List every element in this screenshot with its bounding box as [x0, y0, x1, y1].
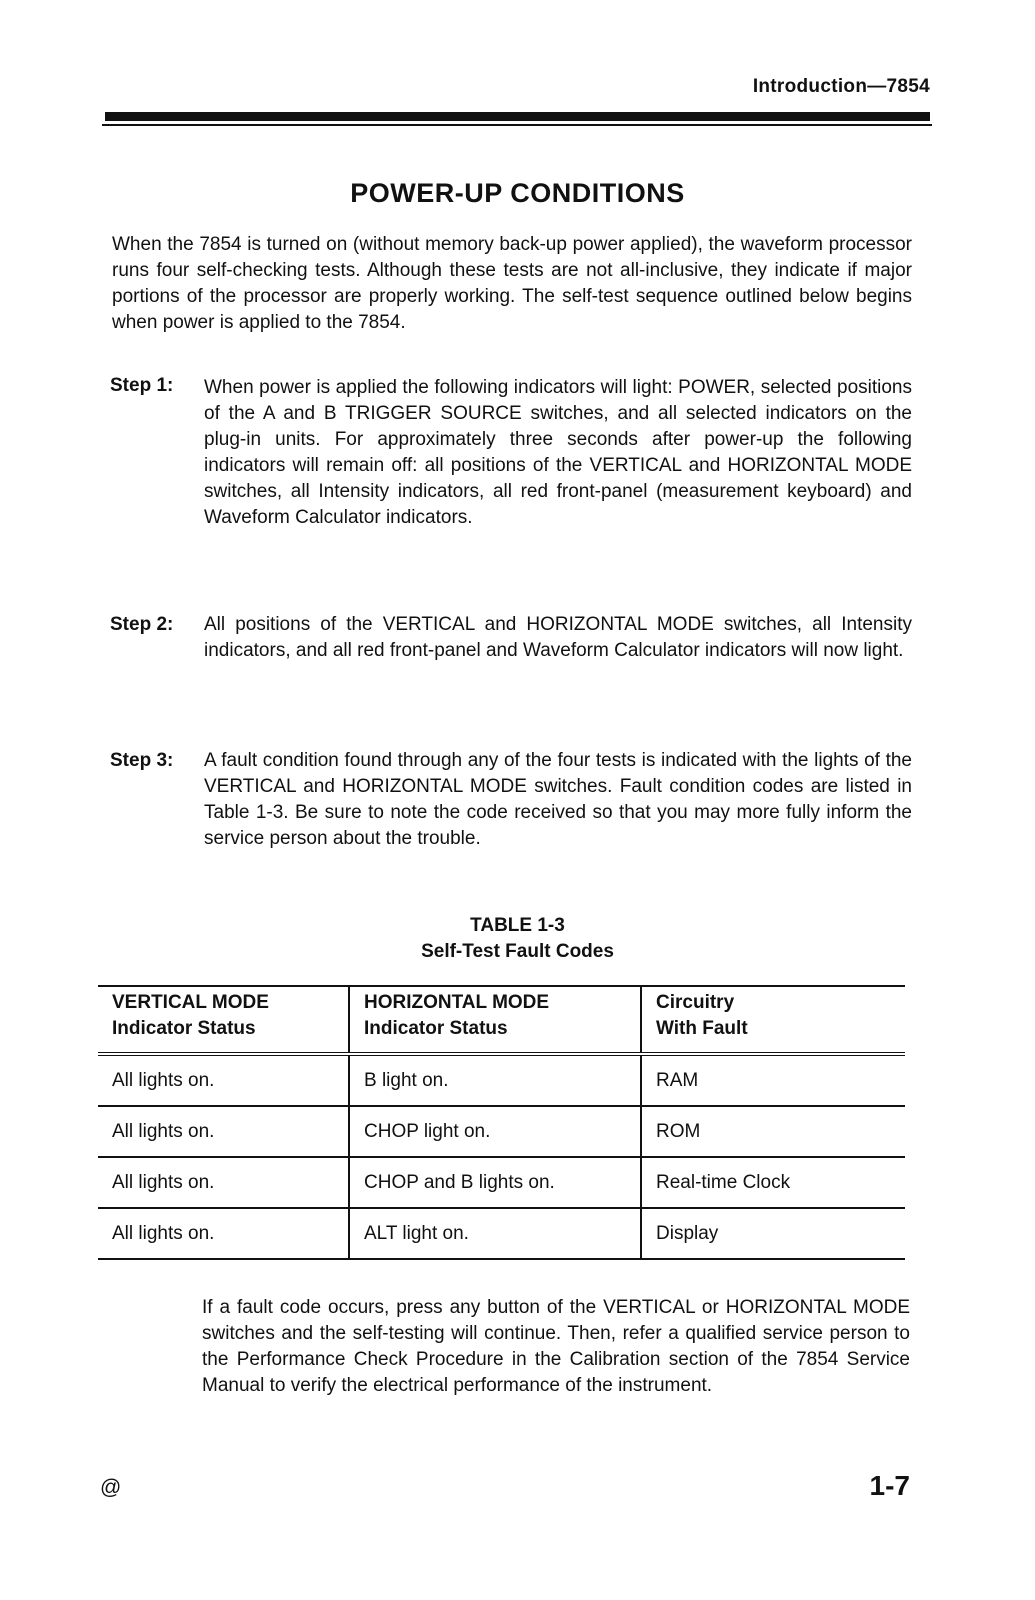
- table-caption-title: Self-Test Fault Codes: [421, 941, 614, 962]
- table-cell: All lights on.: [98, 1208, 349, 1259]
- table-cell: RAM: [641, 1054, 905, 1106]
- step-2-label: Step 2:: [110, 614, 174, 635]
- table-cell: Real-time Clock: [641, 1157, 905, 1208]
- header-line: With Fault: [656, 1018, 748, 1039]
- closing-paragraph: If a fault code occurs, press any button of the VERTICAL or HORIZONTAL MODE switches and the self-testing will continue. Then, refer a qualified service person to the Performance Check Procedure in the Calibration section of the 7854 Service Manual to verify the electrical performance of the instrument.: [202, 1297, 910, 1396]
- header-line: Circuitry: [656, 992, 735, 1013]
- step-1-label: Step 1:: [110, 375, 174, 396]
- table-row: [98, 1157, 905, 1208]
- table-cell: Display: [641, 1208, 905, 1259]
- header-line: Indicator Status: [364, 1018, 508, 1039]
- header-line: HORIZONTAL MODE: [364, 992, 550, 1013]
- step-3-label: Step 3:: [110, 750, 174, 771]
- header-circuitry: [641, 986, 905, 1054]
- header-rule-thick: [105, 112, 930, 121]
- footer-mark: @: [100, 1476, 122, 1499]
- header-rule-thin: [102, 124, 932, 126]
- table-cell: ALT light on.: [349, 1208, 641, 1259]
- header-horizontal-mode: [349, 986, 641, 1054]
- intro-paragraph: When the 7854 is turned on (without memory back-up power applied), the waveform processor runs four self-checking tests. Although these tests are not all-inclusive, they indicate if major portions of the processor are properly working. The self-test sequence outlined below begins when power is applied to the 7854.: [112, 234, 912, 333]
- table-cell: All lights on.: [98, 1054, 349, 1106]
- table-row: [98, 1054, 905, 1106]
- table-row: [98, 1208, 905, 1259]
- section-title: POWER-UP CONDITIONS: [350, 178, 685, 208]
- step-3-text: A fault condition found through any of the four tests is indicated with the lights of the VERTICAL and HORIZONTAL MODE switches. Fault condition codes are listed in Table 1-3. Be sure to note the code received so that you may more fully inform the service person about the trouble.: [204, 750, 912, 849]
- header-vertical-mode: [98, 986, 349, 1054]
- running-head: Introduction—7854: [752, 76, 930, 97]
- header-line: Indicator Status: [112, 1018, 256, 1039]
- step-1-text: When power is applied the following indicators will light: POWER, selected positions of the A and B TRIGGER SOURCE switches, and all selected indicators on the plug-in units. For approximately three seconds after power-up the following indicators will remain off: all positions of the VERTICAL and HORIZONTAL MODE switches, all Intensity indicators, all red front-panel (measurement keyboard) and Waveform Calculator indicators.: [204, 377, 912, 528]
- table-cell: CHOP light on.: [349, 1106, 641, 1157]
- table-caption-number: TABLE 1-3: [470, 915, 565, 936]
- table-cell: All lights on.: [98, 1157, 349, 1208]
- page-number: 1-7: [869, 1470, 910, 1501]
- table-cell: CHOP and B lights on.: [349, 1157, 641, 1208]
- table-cell: ROM: [641, 1106, 905, 1157]
- table-cell: All lights on.: [98, 1106, 349, 1157]
- table-cell: B light on.: [349, 1054, 641, 1106]
- table-row: [98, 1106, 905, 1157]
- table-header-row: [98, 986, 905, 1054]
- header-line: VERTICAL MODE: [112, 992, 269, 1013]
- fault-codes-table: [98, 985, 905, 1260]
- step-2-text: All positions of the VERTICAL and HORIZONTAL MODE switches, all Intensity indicators, and all red front-panel and Waveform Calculator indicators will now light.: [204, 614, 912, 661]
